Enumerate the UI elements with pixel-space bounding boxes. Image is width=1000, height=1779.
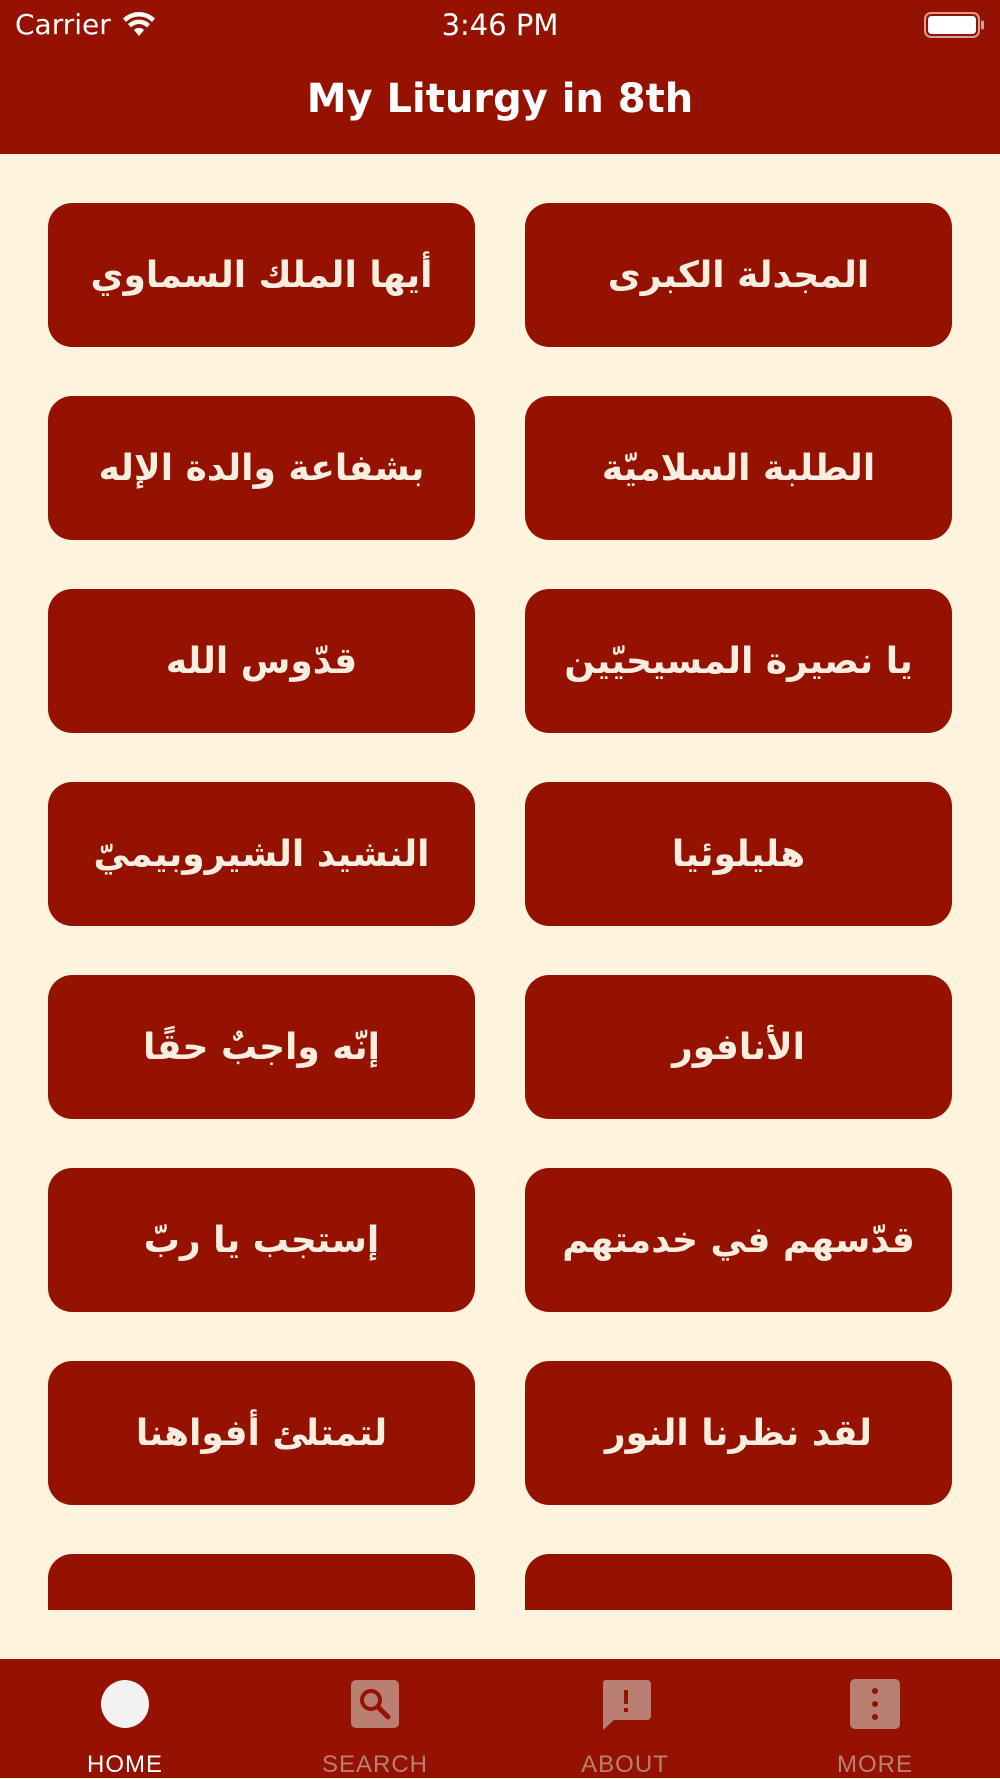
status-bar bbox=[0, 0, 1000, 52]
tab-about-label: ABOUT bbox=[581, 1751, 669, 1778]
liturgy-button-sanctify-them[interactable]: قدّسهم في خدمتهم bbox=[525, 1168, 952, 1312]
info-bubble-icon bbox=[600, 1679, 652, 1731]
liturgy-button-great-litany[interactable]: الطلبة السلاميّة bbox=[525, 396, 952, 540]
liturgy-button-great-doxology[interactable]: المجدلة الكبرى bbox=[525, 203, 952, 347]
page-title: My Liturgy in 8th bbox=[306, 76, 694, 122]
liturgy-button-let-our-mouths[interactable]: لتمتلئ أفواهنا bbox=[48, 1361, 475, 1505]
tab-more[interactable] bbox=[750, 1659, 1000, 1778]
liturgy-button-anaphora[interactable]: الأنافور bbox=[525, 975, 952, 1119]
liturgy-button-cherubic-hymn[interactable]: النشيد الشيروبيميّ bbox=[48, 782, 475, 926]
liturgy-button-protection-of-christians[interactable]: يا نصيرة المسيحيّين bbox=[525, 589, 952, 733]
search-icon bbox=[350, 1679, 400, 1729]
tab-home-label: HOME bbox=[87, 1751, 163, 1778]
carrier-label: Carrier bbox=[15, 8, 111, 41]
liturgy-button-alleluia[interactable]: هليلوئيا bbox=[525, 782, 952, 926]
app-header bbox=[0, 0, 1000, 154]
tab-bar bbox=[0, 1659, 1000, 1778]
liturgy-button-intercessions-theotokos[interactable]: بشفاعة والدة الإله bbox=[48, 396, 475, 540]
tab-home[interactable] bbox=[0, 1659, 250, 1778]
liturgy-button-partial-left[interactable] bbox=[48, 1554, 475, 1610]
liturgy-button-we-have-seen-light[interactable]: لقد نظرنا النور bbox=[525, 1361, 952, 1505]
home-circle-icon bbox=[100, 1679, 150, 1729]
tab-more-label: MORE bbox=[837, 1751, 913, 1778]
liturgy-button-heavenly-king[interactable]: أيها الملك السماوي bbox=[48, 203, 475, 347]
liturgy-button-partial-right[interactable] bbox=[525, 1554, 952, 1610]
button-grid-viewport bbox=[0, 154, 1000, 1610]
liturgy-button-grid bbox=[48, 203, 952, 1610]
liturgy-button-it-is-truly-meet[interactable]: إنّه واجبٌ حقًا bbox=[48, 975, 475, 1119]
main-content[interactable] bbox=[0, 154, 1000, 1610]
liturgy-button-hear-us-lord[interactable]: إستجب يا ربّ bbox=[48, 1168, 475, 1312]
tab-search-label: SEARCH bbox=[321, 1751, 429, 1778]
status-time: 3:46 PM bbox=[441, 8, 559, 42]
liturgy-button-holy-god[interactable]: قدّوس الله bbox=[48, 589, 475, 733]
tab-about[interactable] bbox=[500, 1659, 750, 1778]
tab-search[interactable] bbox=[250, 1659, 500, 1778]
battery-icon bbox=[924, 12, 986, 42]
more-dots-icon bbox=[850, 1679, 900, 1729]
